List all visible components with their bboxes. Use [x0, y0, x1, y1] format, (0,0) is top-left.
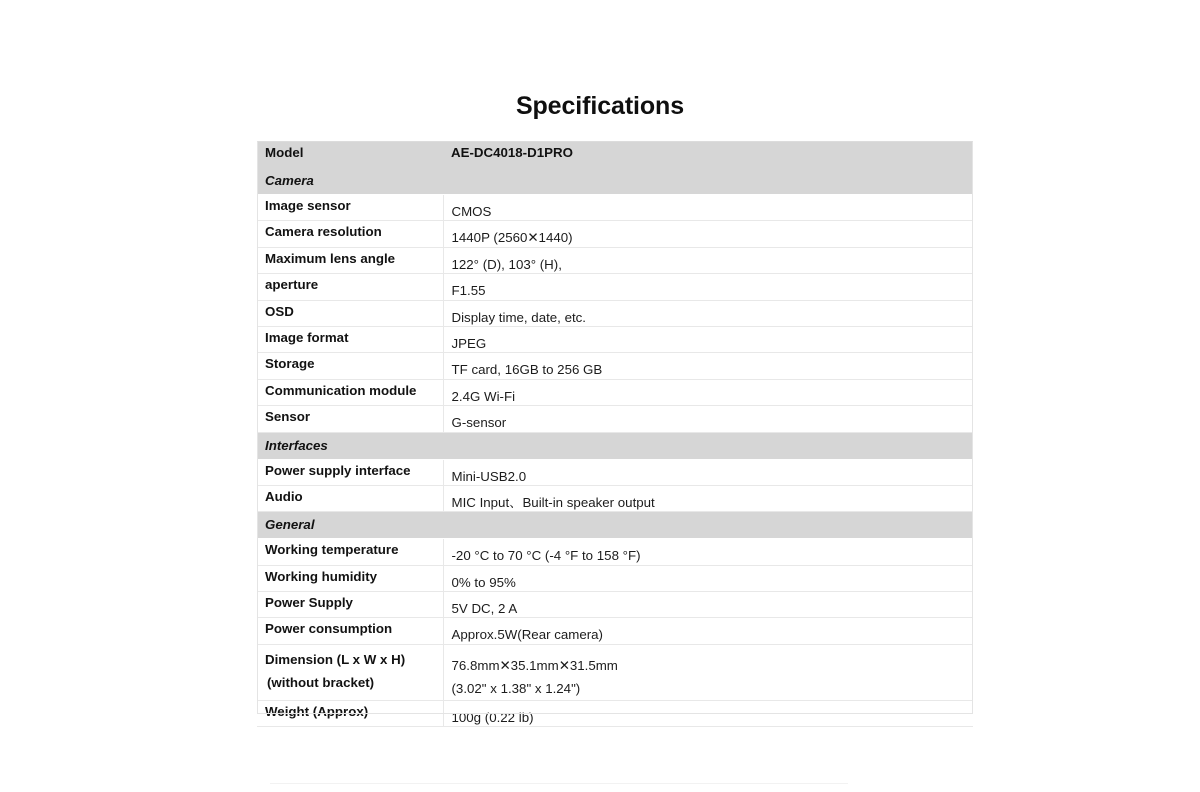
row-value-cell — [443, 618, 973, 644]
table-row — [257, 221, 973, 247]
dimension-label-line2: (without bracket) — [267, 674, 375, 690]
row-label-cell — [257, 300, 443, 326]
row-label: Camera resolution — [265, 224, 382, 240]
row-label: Communication module — [265, 382, 417, 398]
table-row — [257, 618, 973, 644]
row-value: 122° (D), 103° (H), — [451, 256, 562, 272]
row-label-cell — [257, 221, 443, 247]
row-value-cell — [443, 300, 973, 326]
row-label-cell — [257, 592, 443, 618]
section-heading-label: General — [265, 517, 315, 533]
row-value: Display time, date, etc. — [451, 309, 587, 325]
row-label-cell — [257, 326, 443, 352]
table-row — [257, 485, 973, 511]
row-label-cell — [257, 618, 443, 644]
row-label-cell — [257, 379, 443, 405]
table-row — [257, 274, 973, 300]
table-row — [257, 539, 973, 565]
dimension-label-cell — [257, 644, 443, 700]
row-value-cell — [443, 406, 973, 432]
table-row — [257, 195, 973, 221]
row-label: Power Supply — [265, 595, 353, 611]
page-title: Specifications — [515, 92, 685, 120]
row-label: Audio — [265, 488, 303, 504]
row-value-cell — [443, 459, 973, 485]
row-label-cell — [257, 353, 443, 379]
dimension-value-metric: 76.8mm✕35.1mm✕31.5mm — [451, 657, 618, 673]
section-heading-label: Interfaces — [265, 437, 328, 453]
table-row — [257, 459, 973, 485]
row-value: 0% to 95% — [451, 574, 516, 590]
row-label-cell — [257, 406, 443, 432]
row-value-cell — [443, 326, 973, 352]
table-row — [257, 592, 973, 618]
row-label-cell — [257, 247, 443, 273]
table-row — [257, 379, 973, 405]
row-value-cell — [443, 379, 973, 405]
row-value: MIC Input、Built-in speaker output — [451, 494, 655, 510]
row-value: JPEG — [451, 335, 487, 351]
row-value: F1.55 — [451, 283, 486, 299]
row-value-cell — [443, 353, 973, 379]
table-row-weight — [257, 700, 973, 726]
row-value-cell — [443, 274, 973, 300]
row-label: Working humidity — [265, 568, 378, 584]
row-value-cell — [443, 485, 973, 511]
table-row — [257, 565, 973, 591]
dimension-label-line1: Dimension (L x W x H) — [265, 651, 406, 667]
row-label: Power consumption — [265, 621, 393, 637]
table-row — [257, 300, 973, 326]
row-label: Maximum lens angle — [265, 250, 396, 266]
dimension-value-cell — [443, 644, 973, 700]
table-row-model — [257, 141, 973, 168]
row-label: Working temperature — [265, 542, 399, 558]
row-label-cell — [257, 274, 443, 300]
row-label: Image format — [265, 329, 349, 345]
table-row-dimension — [257, 644, 973, 700]
row-value-cell — [443, 539, 973, 565]
table-row — [257, 353, 973, 379]
row-value: G-sensor — [451, 415, 507, 431]
model-label-cell — [257, 141, 443, 168]
row-label-cell — [257, 195, 443, 221]
table-row — [257, 326, 973, 352]
section-header-general — [257, 512, 973, 539]
row-value: Approx.5W(Rear camera) — [451, 627, 603, 643]
weight-label: Weight (Approx) — [265, 703, 369, 719]
section-header-general-cell — [257, 512, 973, 539]
specifications-table — [257, 141, 973, 727]
row-label-cell — [257, 539, 443, 565]
row-value: TF card, 16GB to 256 GB — [451, 362, 603, 378]
row-value-cell — [443, 565, 973, 591]
model-value-cell — [443, 141, 973, 168]
row-value: 1440P (2560✕1440) — [451, 230, 573, 246]
weight-value: 100g (0.22 lb) — [451, 709, 534, 725]
row-value: Mini-USB2.0 — [451, 468, 527, 484]
row-label-cell — [257, 459, 443, 485]
row-label: Image sensor — [265, 198, 351, 213]
row-value: 5V DC, 2 A — [451, 601, 518, 617]
row-label: Storage — [265, 356, 315, 372]
row-value-cell — [443, 221, 973, 247]
row-value: -20 °C to 70 °C (-4 °F to 158 °F) — [451, 548, 641, 564]
section-heading-label: Camera — [265, 173, 314, 188]
weight-value-cell — [443, 700, 973, 726]
section-header-interfaces-cell — [257, 432, 973, 459]
footer-divider — [270, 783, 848, 784]
row-label: aperture — [265, 277, 319, 293]
section-header-interfaces — [257, 432, 973, 459]
model-label: Model — [265, 145, 304, 160]
row-value: CMOS — [451, 204, 492, 219]
row-label: OSD — [265, 303, 294, 319]
section-header-camera — [257, 168, 973, 195]
row-value-cell — [443, 247, 973, 273]
row-label-cell — [257, 485, 443, 511]
row-value-cell — [443, 592, 973, 618]
row-label: Sensor — [265, 409, 311, 425]
table-row — [257, 406, 973, 432]
table-row — [257, 247, 973, 273]
row-value-cell — [443, 195, 973, 221]
dimension-value-imperial: (3.02" x 1.38" x 1.24") — [451, 680, 581, 696]
row-label-cell — [257, 565, 443, 591]
row-label: Power supply interface — [265, 462, 411, 478]
row-value: 2.4G Wi-Fi — [451, 388, 516, 404]
section-header-camera-cell — [257, 168, 973, 195]
model-value: AE-DC4018-D1PRO — [451, 145, 573, 160]
weight-label-cell — [257, 700, 443, 726]
specifications-table-body — [257, 141, 973, 727]
